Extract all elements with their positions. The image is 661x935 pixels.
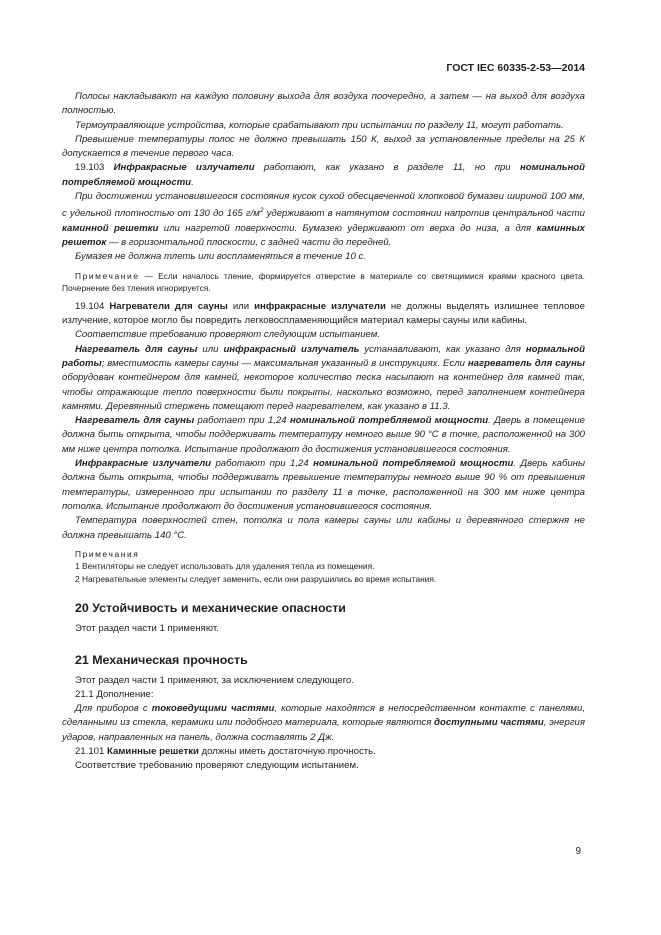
defined-term: Инфракрасные излучатели (75, 458, 212, 470)
text-run: — в горизонтальной плоскости, с задней части до передней. (106, 237, 392, 249)
note-label: Примечание (75, 270, 140, 281)
defined-term: номинальной потребляемой мощности (62, 162, 585, 188)
clause-19-104 (62, 300, 585, 329)
paragraph (62, 190, 585, 250)
defined-term: Каминные решетки (107, 746, 199, 758)
text-run: Для приборов с (75, 703, 152, 715)
text-run: , энергия ударов, направленных на панель, должна составлять 2 Дж. (62, 717, 585, 743)
text-run: работает при 1,24 (194, 415, 290, 427)
paragraph: Соответствие требованию проверяют следующим испытанием. (75, 329, 381, 341)
defined-term: Нагреватель для сауны (75, 343, 198, 355)
note-item: 2 Нагревательные элементы следует заменить, если они разрушились во время испытания. (75, 573, 437, 584)
text-run: ; вместимость камеры сауны — максимальная указанный в инструкциях. Если (101, 357, 468, 369)
defined-term: токоведущими частями (151, 703, 275, 715)
paragraph (62, 343, 585, 414)
text-run: работают при 1,24 (211, 458, 314, 470)
section-heading-21: 21 Механическая прочность (75, 652, 248, 667)
paragraph (62, 414, 585, 457)
text-run: . (191, 176, 194, 188)
text-run: оборудован контейнером для камней, некоторое количество песка насыпают на контейнер для камней так, чтобы отражающие тепло поверхности были покрыты, насколько возможно, перед заполнением контейнера камнями. Деревянный стержень помещают перед нагревателем, как указано в 11.3. (62, 372, 585, 412)
defined-term: каминных решеток (62, 222, 585, 249)
defined-term: номинальной потребляемой мощности (289, 415, 489, 427)
paragraph: Соответствие требованию проверяют следующим испытанием. (75, 760, 359, 772)
text-run: . Дверь в помещение должна быть открыта, чтобы поддерживать температуру немного выше 90 °С в точке, расположенной на 300 мм ниже центра потолка. Испытание продолжают до достижения установившегося состояния. (62, 415, 585, 455)
superscript: 2 (259, 207, 264, 215)
clause-21-101 (62, 745, 585, 759)
paragraph: Полосы накладывают на каждую половину выхода для воздуха поочередно, а затем — на выход для воздуха полностью. (62, 91, 585, 117)
paragraph: 21.1 Дополнение: (75, 688, 154, 700)
page-number: 9 (575, 846, 581, 857)
text-run: или (227, 300, 255, 312)
note-text: — Если началось тление, формируется отверстие в материале со светящимися краями красного цвета. Почернение без тления игнорируется. (62, 270, 585, 294)
defined-term: доступными частями (434, 717, 544, 729)
clause-19-103 (62, 161, 585, 190)
paragraph: Бумазея не должна тлеть или воспламеняться в течение 10 с. (75, 251, 366, 263)
text-run: удерживают в натянутом состоянии напротив центральной части (263, 208, 585, 220)
paragraph: Термоуправляющие устройства, которые срабатывают при испытании по разделу 11, могут работать. (75, 119, 564, 131)
paragraph: Этот раздел части 1 применяют, за исключением следующего. (75, 674, 355, 686)
defined-term: Инфракрасные излучатели (113, 162, 255, 174)
defined-term: номинальной потребляемой мощности (313, 458, 514, 470)
text-run: работают, как указано в разделе 11, но при (254, 162, 520, 174)
standard-header: ГОСТ IEC 60335-2-53—2014 (446, 62, 585, 74)
text-run: или (197, 343, 224, 355)
paragraph: Этот раздел части 1 применяют. (75, 623, 219, 635)
text-run: , которые находятся в непосредственном контакте с панелями, сделанными из стекла, керамики или подобного материала, которые являются (62, 703, 585, 729)
clause-number: 19.104 (75, 300, 105, 312)
text-run: устанавливают, как указано для (359, 343, 526, 355)
paragraph: Превышение температуры полос не должно превышать 150 К, выход за установленные пределы на 25 К допускается в течение первого часа. (62, 133, 585, 160)
clause-number: 21.101 (75, 746, 105, 758)
defined-term: Нагреватель для сауны (75, 415, 195, 427)
page-content (62, 90, 585, 774)
text-run: должны иметь достаточную прочность. (198, 746, 376, 758)
notes-label: Примечания (75, 548, 140, 559)
text-run: При достижении установившегося состояния кусок сухой обесцвеченной хлопковой бумазеи шириной 100 мм, с удельной плотностью от 130 до 165 г/м (62, 191, 585, 220)
clause-number: 19.103 (75, 162, 105, 174)
paragraph (62, 457, 585, 514)
section-heading-20: 20 Устойчивость и механические опасности (75, 601, 346, 616)
paragraph: Температура поверхностей стен, потолка и пола камеры сауны или кабины и деревянного стержня не должна превышать 140 °С. (62, 515, 585, 541)
defined-term: инфракрасные излучатели (254, 300, 386, 312)
text-run: не должны выделять излишнее тепловое излучение, которое могло бы повредить легковоспламеняющийся материал камеры сауны или кабины. (62, 300, 585, 327)
defined-term: каминной решетки (62, 222, 159, 234)
defined-term: инфракрасный излучатель (223, 343, 360, 355)
text-run: или нагретой поверхности. Бумазею удерживают от верха до низа, а для (158, 222, 537, 234)
defined-term: нагреватель для сауны (467, 357, 585, 369)
defined-term: Нагреватели для сауны (109, 300, 228, 312)
note-item: 1 Вентиляторы не следует использовать для удаления тепла из помещения. (75, 561, 375, 572)
defined-term: нормальной работы (62, 343, 585, 369)
text-run: . Дверь кабины должна быть открыта, чтобы поддерживать превышение температуры немного выше 90 % от превышения температуры, измеренного при испытании по разделу 11 в точке, расположенной на 300 мм ниже центра потолка. Испытание продолжают до достижения установившегося состояния. (62, 458, 586, 512)
paragraph (62, 702, 585, 745)
note (62, 270, 585, 295)
